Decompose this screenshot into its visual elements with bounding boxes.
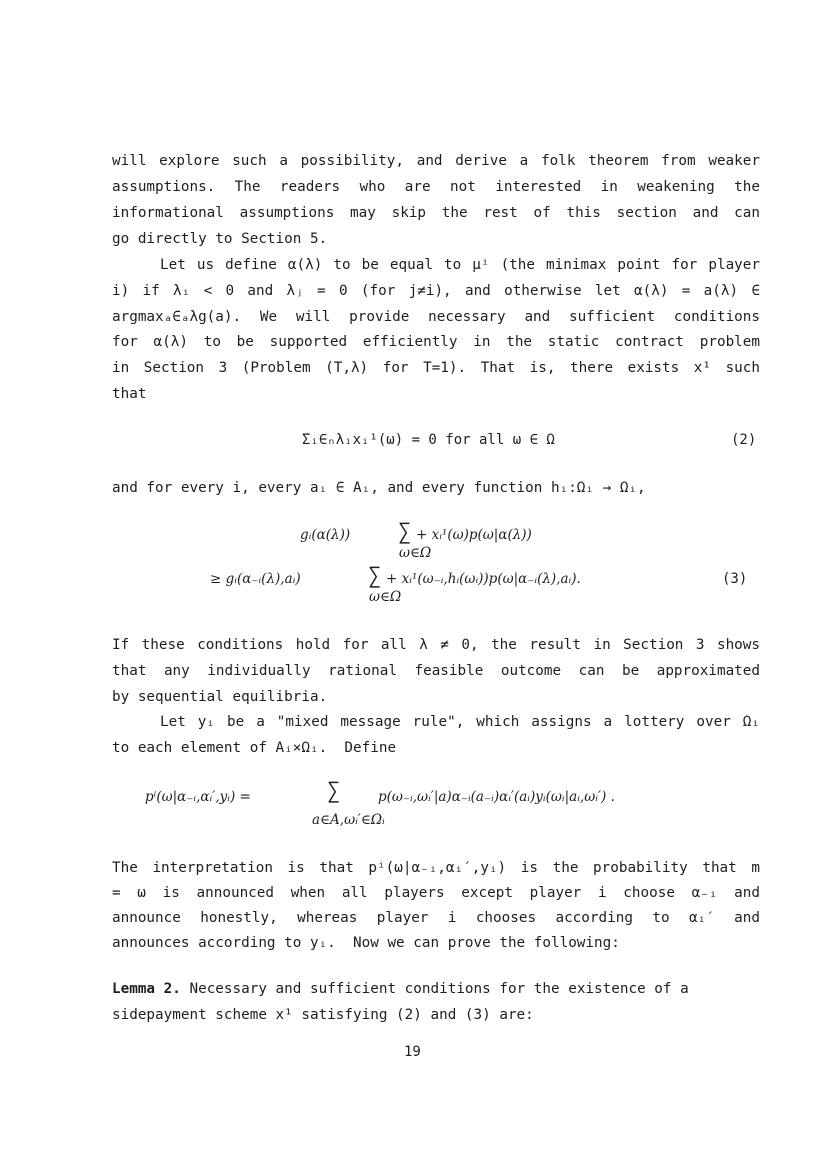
text-line: Let yᵢ be a "mixed message rule", which assigns a lottery over Ωᵢ [160,714,760,730]
sum-symbol: ∑ [368,564,382,589]
lemma-line [112,980,760,998]
text-line: Let us define α(λ) to be equal to μⁱ (the minimax point for player [160,257,760,273]
text-line: informational assumptions may skip the rest of this section and can [112,205,760,221]
definition-rhs: p(ω₋ᵢ,ωᵢ′|a)α₋ᵢ(a₋ᵢ)αᵢ′(aᵢ)yᵢ(ωᵢ|aᵢ,ωᵢ′) . [378,789,615,805]
equation-number: (2) [731,432,757,448]
page-number: 19 [404,1044,421,1060]
text-line: If these conditions hold for all λ ≠ 0, the result in Section 3 shows [112,637,760,653]
sum-subscript: a∈A,ωᵢ′∈Ωᵢ [312,812,385,828]
text-line: and for every i, every aᵢ ∈ Aᵢ, and every function hᵢ:Ωᵢ → Ωᵢ, [112,480,646,496]
definition-lhs: pⁱ(ω|α₋ᵢ,αᵢ′,yᵢ) = [145,789,251,805]
equation-3-rhs: + xᵢ¹(ω)p(ω|α(λ)) [416,527,532,543]
sum-symbol: ∑ [327,779,341,804]
lemma-label: Lemma 2. [112,981,181,997]
text-line: that any individually rational feasible outcome can be approximated [112,663,760,679]
text-line: announces according to yᵢ. Now we can prove the following: [112,935,620,951]
equation-2: Σᵢ∈ₙλᵢxᵢ¹(ω) = 0 for all ω ∈ Ω [302,432,555,448]
sum-subscript: ω∈Ω [399,545,432,561]
text-line: by sequential equilibria. [112,689,328,705]
text-line: i) if λᵢ < 0 and λⱼ = 0 (for j≠i), and otherwise let α(λ) = a(λ) ∈ [112,283,760,299]
equation-3-rhs-2: + xᵢ¹(ω₋ᵢ,hᵢ(ωᵢ))p(ω|α₋ᵢ(λ),aᵢ). [386,571,581,587]
text-line: announce honestly, whereas player i chooses according to αᵢ′ and [112,910,760,926]
text-line: = ω is announced when all players except player i choose α₋ᵢ and [112,885,760,901]
sum-subscript: ω∈Ω [369,589,402,605]
equation-3-lhs: gᵢ(α(λ)) [300,527,351,543]
lemma-text: Necessary and sufficient conditions for the existence of a [180,981,689,997]
sum-symbol: ∑ [398,520,412,545]
text-line: The interpretation is that pⁱ(ω|α₋ᵢ,αᵢ′,yᵢ) is the probability that m [112,860,760,876]
equation-number: (3) [722,571,748,587]
text-line: in Section 3 (Problem (T,λ) for T=1). That is, there exists x¹ such [112,360,760,376]
text-line: for α(λ) to be supported efficiently in the static contract problem [112,334,760,350]
equation-3-lhs-2: ≥ gᵢ(α₋ᵢ(λ),aᵢ) [210,571,301,587]
text-line: to each element of Aᵢ×Ωᵢ. Define [112,740,397,756]
text-line: will explore such a possibility, and derive a folk theorem from weaker [112,153,760,169]
text-line: go directly to Section 5. [112,231,328,247]
text-line: assumptions. The readers who are not interested in weakening the [112,179,760,195]
text-line: argmaxₐ∈ₐλg(a). We will provide necessary and sufficient conditions [112,309,760,325]
text-line: sidepayment scheme x¹ satisfying (2) and (3) are: [112,1007,534,1023]
text-line: that [112,386,147,402]
